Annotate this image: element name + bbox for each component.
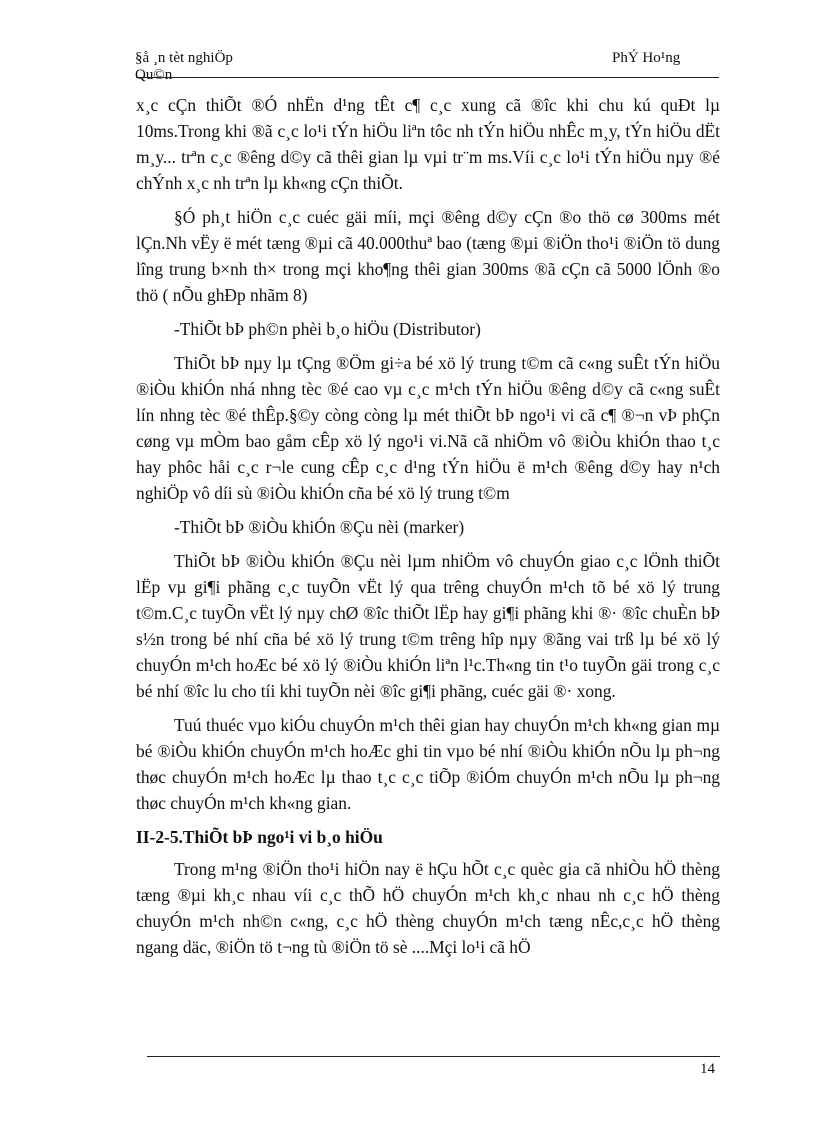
paragraph-1: x¸c cÇn thiÕt ®Ó nhËn d¹ng tÊt c¶ c¸c xung cã ®îc khi chu kú quÐt lµ 10ms.Trong khi ®ã c¸c lo¹i tÝn hiÖu liªn tôc nh tÝn hiÖu nhÊc m¸y, tÝn hiÖu dËt m¸y... trªn c¸c ®êng d©y cã thêi gian lµ vµi tr¨m ms.Víi c¸c lo¹i tÝn hiÖu nµy ®é chÝnh x¸c nh trªn lµ kh«ng cÇn thiÕt. bbox=[136, 95, 720, 193]
paragraph-6: ThiÕt bÞ ®iÒu khiÓn ®Çu nèi lµm nhiÖm vô chuyÓn giao c¸c lÖnh thiÕt lËp vµ gi¶i phãng c¸c tuyÕn vËt lý qua trêng chuyÓn m¹ch tõ bé xö lý trung t©m.C¸c tuyÕn vËt lý nµy chØ ®îc thiÕt lËp hay gi¶i phãng khi ®· ®îc chuÈn bÞ s½n trong bé nhí cña bé xö lý trung t©m trêng hîp nµy ®ãng vai trß lµ bé xö lý chuyÓn m¹ch hoÆc bé xö lý ®iÒu khiÓn liªn l¹c.Th«ng tin t¹o tuyÕn gäi trong c¸c bé nhí ®îc lu cho tíi khi tuyÕn nèi ®îc gi¶i phãng, cuéc gäi ®· xong. bbox=[136, 551, 720, 701]
paragraph-2: §Ó ph¸t hiÖn c¸c cuéc gäi míi, mçi ®êng d©y cÇn ®o thö cø 300ms mét lÇn.Nh vËy ë mét tæng ®µi cã 40.000thuª bao (tæng ®µi ®iÖn tho¹i ®iÖn tö dung lîng trung b×nh th× trong mçi kho¶ng thêi gian 300ms ®ã cÇn cã 5000 lÖnh ®o thö ( nÕu ghÐp nhãm 8) bbox=[136, 207, 720, 305]
header-title-continued: Qu©n bbox=[135, 67, 173, 83]
paragraph-5: -ThiÕt bÞ ®iÒu khiÓn ®Çu nèi (marker) bbox=[174, 517, 465, 537]
document-body bbox=[136, 92, 720, 968]
header-rule bbox=[136, 77, 719, 78]
header-left bbox=[135, 50, 233, 84]
paragraph-4: ThiÕt bÞ nµy lµ tÇng ®Öm gi÷a bé xö lý trung t©m cã c«ng suÊt tÝn hiÖu ®iÒu khiÓn nhá nhng tèc ®é cao vµ c¸c m¹ch tÝn hiÖu ®êng d©y cã c«ng suÊt lín nhng tèc ®é thÊp.§©y còng còng lµ mét thiÕt bÞ ngo¹i vi cã c¶ ®¬n vÞ phÇn cøng vµ mÒm bao gåm cÊp xö lý ngo¹i vi.Nã cã nhiÖm vô ®iÒu khiÓn thao t¸c hay phôc håi c¸c r¬le cung cÊp c¸c d¹ng tÝn hiÖu ë m¹ch ®êng d©y hay n¹ch nghiÖp vô díi sù ®iÒu khiÓn cña bé xö lý trung t©m bbox=[136, 353, 720, 503]
paragraph-7: Tuú thuéc vµo kiÓu chuyÓn m¹ch thêi gian hay chuyÓn m¹ch kh«ng gian mµ bé ®iÒu khiÓn chuyÓn m¹ch hoÆc ghi tin vµo bé nhí ®iÒu khiÓn nÕu lµ ph¬ng thøc chuyÓn m¹ch hoÆc lµ thao t¸c c¸c tiÕp ®iÓm chuyÓn m¹ch nÕu lµ ph¬ng thøc chuyÓn m¹ch kh«ng gian. bbox=[136, 715, 720, 813]
page-number: 14 bbox=[700, 1061, 715, 1077]
section-heading: II-2-5.ThiÕt bÞ ngo¹i vi b¸o hiÖu bbox=[136, 827, 383, 847]
footer-rule bbox=[147, 1056, 720, 1057]
header-author: PhÝ Ho¹ng bbox=[612, 50, 681, 66]
paragraph-8: Trong m¹ng ®iÖn tho¹i hiÖn nay ë hÇu hÕt c¸c quèc gia cã nhiÒu hÖ thèng tæng ®µi kh¸c nhau víi c¸c thÕ hÖ chuyÓn m¹ch kh¸c nhau nh c¸c hÖ thèng chuyÓn m¹ch nh©n c«ng, c¸c hÖ thèng chuyÓn m¹ch tæng nÊc,c¸c hÖ thèng ngang däc, ®iÖn tö t¬ng tù ®iÖn tö sè ....Mçi lo¹i cã hÖ bbox=[136, 859, 720, 957]
header-title: §å ¸n tèt nghiÖp bbox=[135, 50, 233, 66]
paragraph-3: -ThiÕt bÞ ph©n phèi b¸o hiÖu (Distributor) bbox=[174, 319, 481, 339]
